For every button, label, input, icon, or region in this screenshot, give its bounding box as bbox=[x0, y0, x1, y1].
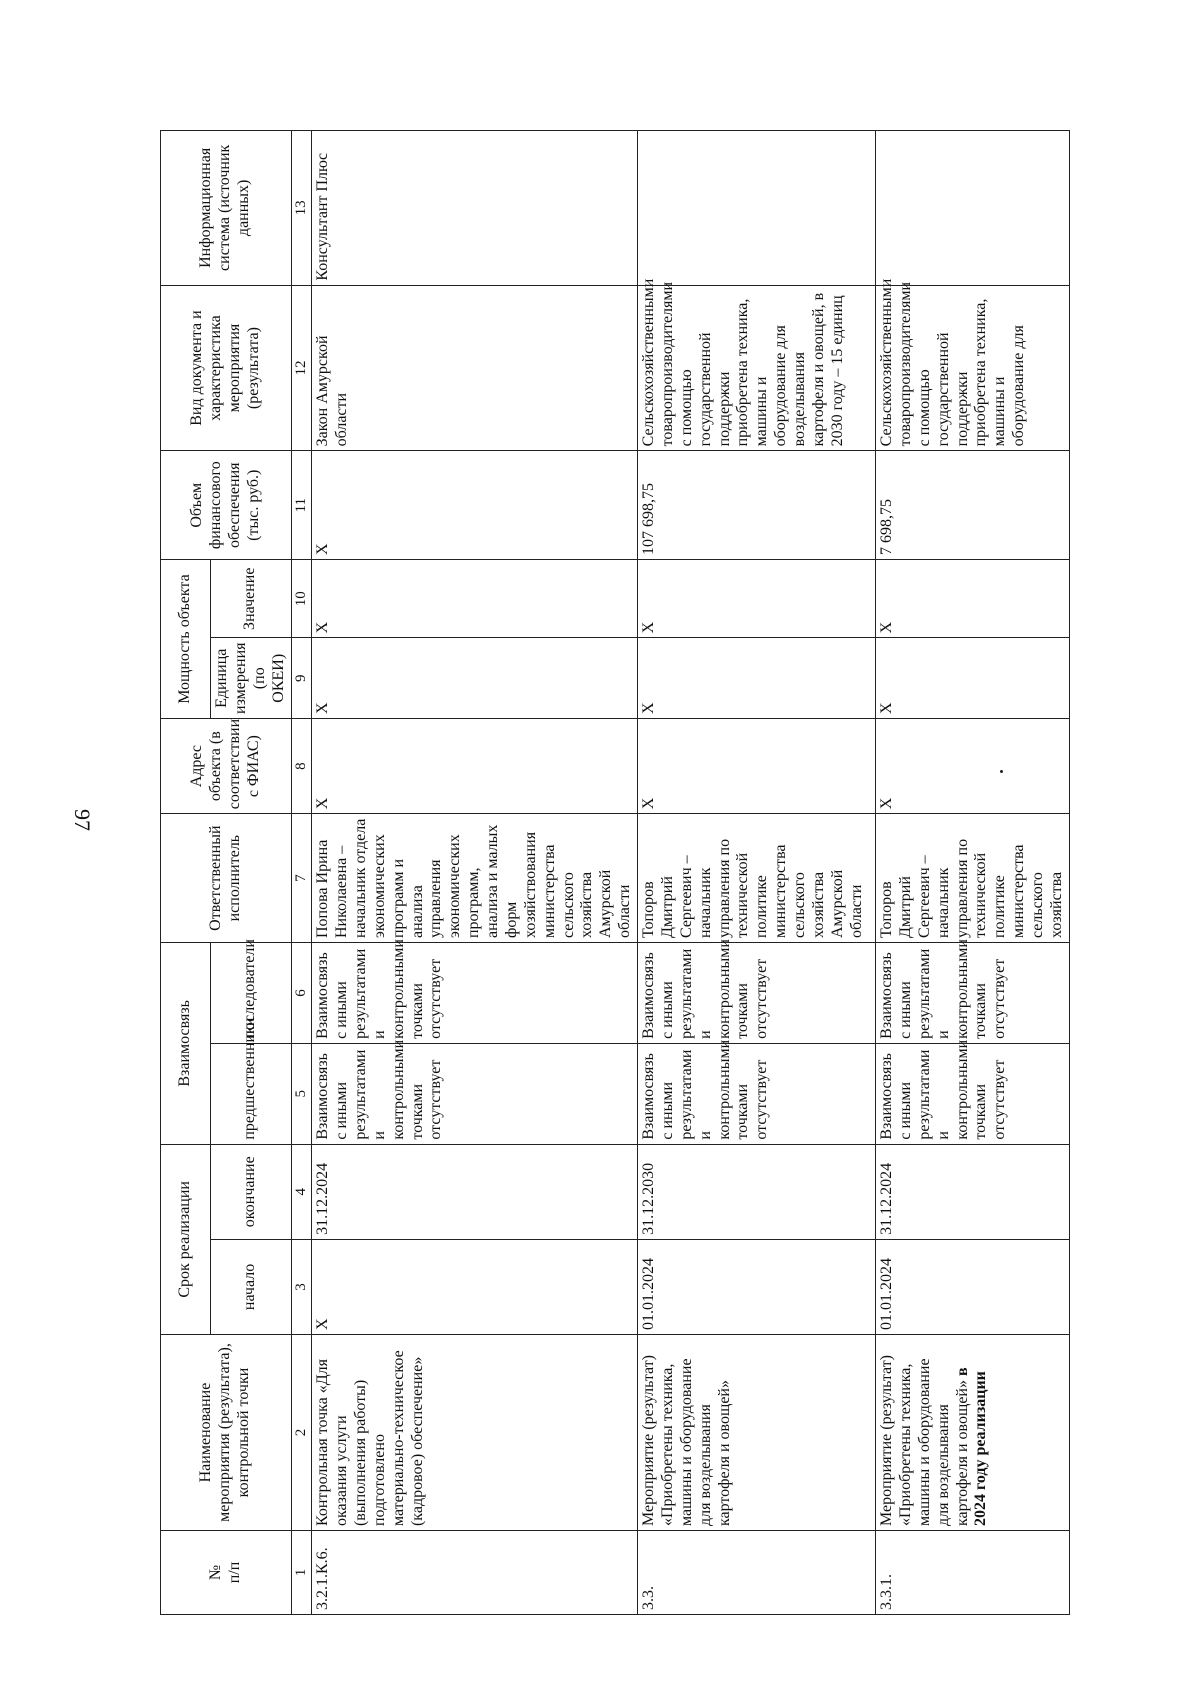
header-info: Информационная система (источник данных) bbox=[161, 131, 292, 286]
header-okonchanie: окончание bbox=[211, 1144, 292, 1239]
col-number: 4 bbox=[291, 1144, 312, 1239]
header-nachalo: начало bbox=[211, 1239, 292, 1334]
header-posl: последователи bbox=[211, 943, 292, 1044]
col-number: 3 bbox=[291, 1239, 312, 1334]
row-name: Мероприятие (результат) «Приобретены техника, машины и оборудование для возделывания картофеля и овощей» в 2024 году реализации bbox=[876, 1335, 1070, 1531]
row-predecessors: Взаимосвязь с иными результатами и контрольными точками отсутствует bbox=[312, 1043, 638, 1144]
row-num: 3.3. bbox=[638, 1531, 876, 1615]
row-num: 3.3.1. bbox=[876, 1531, 1070, 1615]
header-znach: Значение bbox=[211, 560, 292, 638]
row-unit: Х bbox=[876, 638, 1070, 719]
header-vzaim: Взаимосвязь bbox=[161, 943, 211, 1145]
row-predecessors: Взаимосвязь с иными результатами и контрольными точками отсутствует bbox=[876, 1043, 1070, 1144]
row-document: Сельскохозяйственными товаропроизводителями с помощью государственной поддержки приобретена техника, машины и оборудование для возделывания картофеля и овощей, в 2030 году – 15 единиц bbox=[638, 285, 876, 451]
row-successors: Взаимосвязь с иными результатами и контрольными точками отсутствует bbox=[638, 943, 876, 1044]
col-number: 8 bbox=[291, 719, 312, 814]
row-address: Х bbox=[638, 719, 876, 814]
header-num: № п/п bbox=[161, 1531, 292, 1615]
row-document: Сельскохозяйственными товаропроизводителями с помощью государственной поддержки приобретена техника, машины и оборудование для bbox=[876, 285, 1070, 451]
header-name: Наименование мероприятия (результата), контрольной точки bbox=[161, 1335, 292, 1531]
row-unit: Х bbox=[312, 638, 638, 719]
row-address: Х bbox=[876, 719, 1070, 814]
row-info-system: Консультант Плюс bbox=[312, 131, 638, 286]
row-predecessors: Взаимосвязь с иными результатами и контрольными точками отсутствует bbox=[638, 1043, 876, 1144]
row-responsible: Топоров Дмитрий Сергеевич – начальник управления по технической политике министерства сельского хозяйства bbox=[876, 814, 1070, 943]
row-name: Мероприятие (результат) «Приобретены техника, машины и оборудование для возделывания картофеля и овощей» bbox=[638, 1335, 876, 1531]
header-moshch: Мощность объекта bbox=[161, 560, 211, 719]
header-otv: Ответственный исполнитель bbox=[161, 814, 292, 943]
row-successors: Взаимосвязь с иными результатами и контрольными точками отсутствует bbox=[312, 943, 638, 1044]
col-number: 2 bbox=[291, 1335, 312, 1531]
col-number: 5 bbox=[291, 1043, 312, 1144]
header-adres: Адрес объекта (в соответствии с ФИАС) bbox=[161, 719, 292, 814]
row-unit: Х bbox=[638, 638, 876, 719]
header-obem: Объем финансового обеспечения (тыс. руб.) bbox=[161, 451, 292, 560]
row-volume: 107 698,75 bbox=[638, 451, 876, 560]
row-start: 01.01.2024 bbox=[876, 1239, 1070, 1334]
row-value: Х bbox=[876, 560, 1070, 638]
col-number: 1 bbox=[291, 1531, 312, 1615]
table-row bbox=[876, 131, 1070, 1615]
row-responsible: Попова Ирина Николаевна – начальник отдела экономических программ и анализа управления экономических программ, анализа и малых форм хозяйствования министерства сельского хозяйства Амурской области bbox=[312, 814, 638, 943]
row-start: 01.01.2024 bbox=[638, 1239, 876, 1334]
col-number: 6 bbox=[291, 943, 312, 1044]
row-value: Х bbox=[638, 560, 876, 638]
row-value: Х bbox=[312, 560, 638, 638]
row-name: Контрольная точка «Для оказания услуги (выполнения работы) подготовлено материально-техническое (кадровое) обеспечение» bbox=[312, 1335, 638, 1531]
rotated-table-wrapper bbox=[160, 130, 1065, 1615]
header-vid: Вид документа и характеристика мероприятия (результата) bbox=[161, 285, 292, 451]
table-row bbox=[638, 131, 876, 1615]
header-pred: предшественники bbox=[211, 1043, 292, 1144]
row-responsible: Топоров Дмитрий Сергеевич – начальник управления по технической политике министерства сельского хозяйства Амурской области bbox=[638, 814, 876, 943]
row-address: Х bbox=[312, 719, 638, 814]
row-info-system bbox=[638, 131, 876, 286]
row-end: 31.12.2024 bbox=[876, 1144, 1070, 1239]
row-end: 31.12.2030 bbox=[638, 1144, 876, 1239]
header-edin: Единица измерения (по ОКЕИ) bbox=[211, 638, 292, 719]
table-row bbox=[312, 131, 638, 1615]
col-number: 10 bbox=[291, 560, 312, 638]
row-volume: 7 698,75 bbox=[876, 451, 1070, 560]
row-info-system bbox=[876, 131, 1070, 286]
row-document: Закон Амурской области bbox=[312, 285, 638, 451]
col-number: 13 bbox=[291, 131, 312, 286]
col-number: 9 bbox=[291, 638, 312, 719]
row-successors: Взаимосвязь с иными результатами и контрольными точками отсутствует bbox=[876, 943, 1070, 1044]
row-start: Х bbox=[312, 1239, 638, 1334]
row-volume: Х bbox=[312, 451, 638, 560]
page-number: 97 bbox=[70, 809, 95, 831]
results-plan-table bbox=[160, 130, 1070, 1615]
col-number: 12 bbox=[291, 285, 312, 451]
row-num: 3.2.1.К.6. bbox=[312, 1531, 638, 1615]
col-number: 7 bbox=[291, 814, 312, 943]
row-end: 31.12.2024 bbox=[312, 1144, 638, 1239]
header-srok: Срок реализации bbox=[161, 1144, 211, 1334]
col-number: 11 bbox=[291, 451, 312, 560]
